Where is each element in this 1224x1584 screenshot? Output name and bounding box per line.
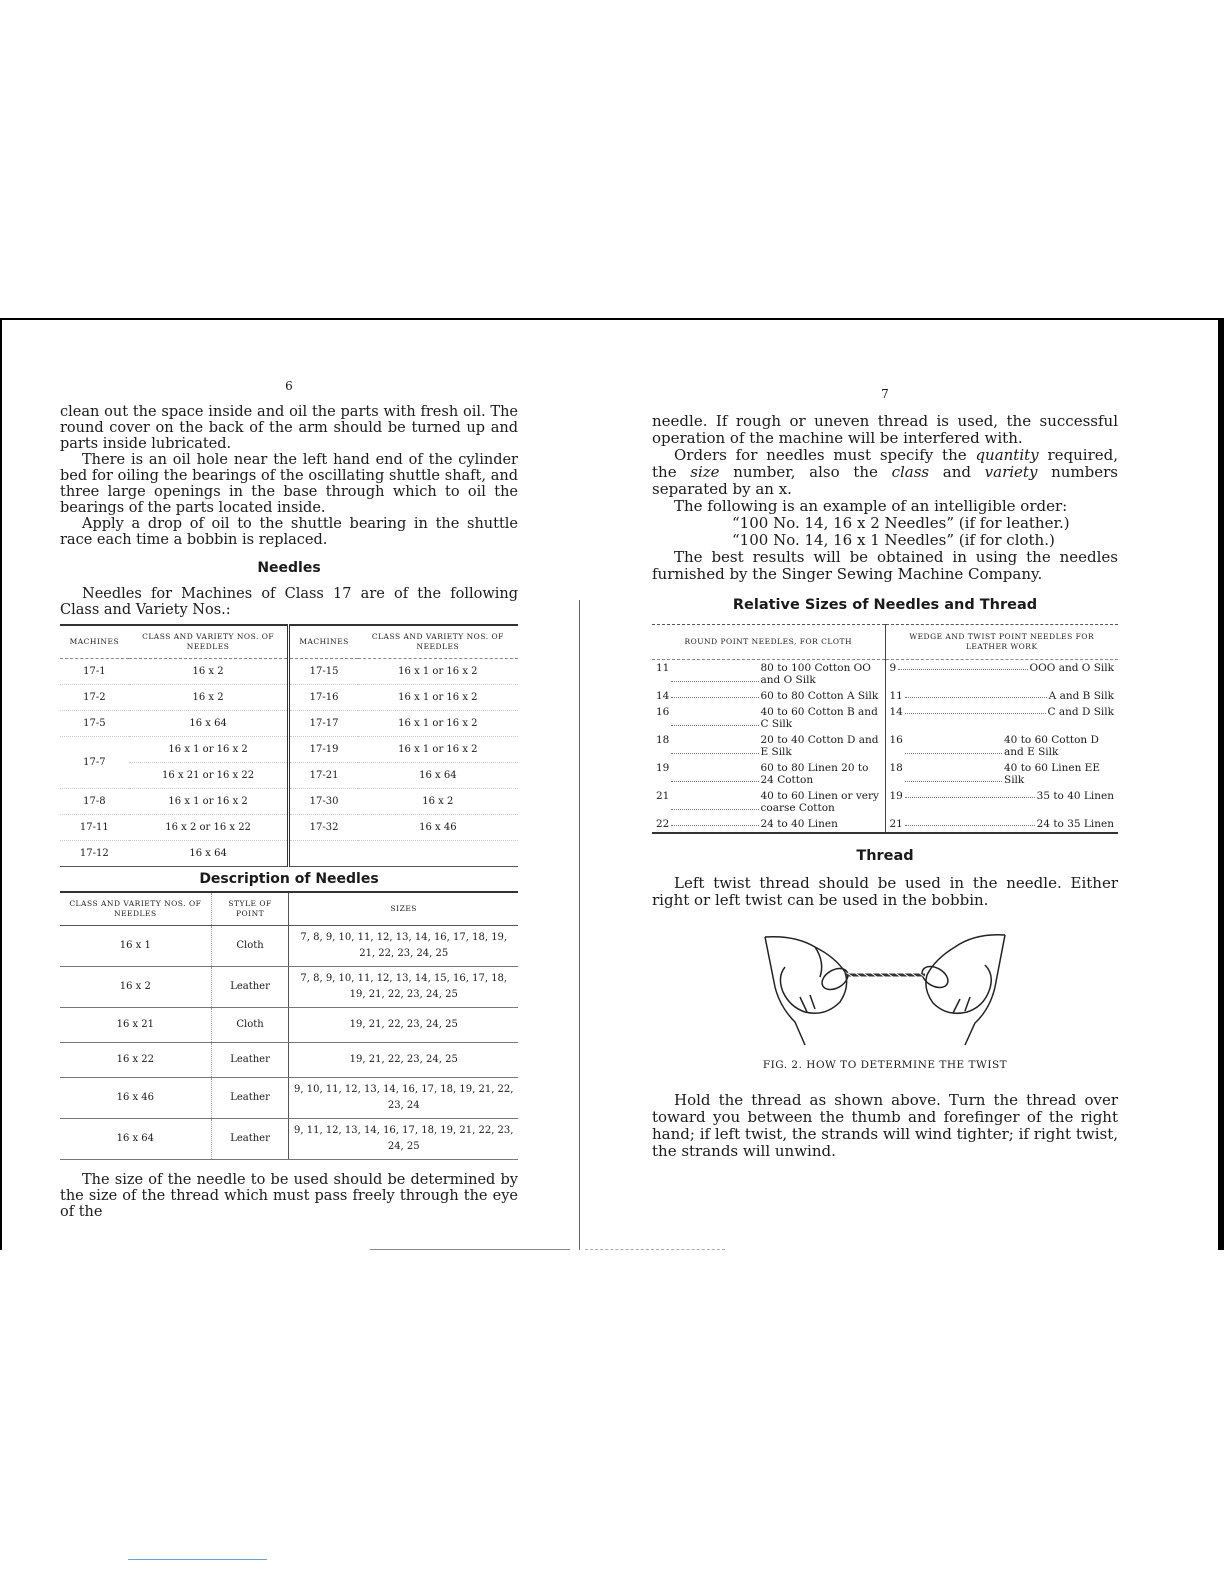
- table-cell: 17-7: [60, 737, 129, 789]
- table-cell: 16 x 1: [60, 926, 211, 967]
- table-row: [652, 732, 1118, 760]
- table-cell: 16 x 22: [60, 1043, 211, 1078]
- desc-header-style: STYLE OF POINT: [211, 892, 289, 926]
- table-cell: [652, 660, 885, 689]
- thread-heading: Thread: [856, 848, 914, 864]
- paragraph-shuttle-bearing: Apply a drop of oil to the shuttle bearing in the shuttle race each time a bobbin is replaced.: [60, 516, 518, 548]
- table-row: [652, 660, 1118, 689]
- table-cell: Leather: [211, 1043, 289, 1078]
- needles-table: [60, 624, 518, 867]
- table-cell: 16 x 64: [129, 841, 289, 867]
- table-cell: [652, 816, 885, 833]
- table-cell: 16 x 1 or 16 x 2: [358, 711, 518, 737]
- table-cell: [289, 841, 358, 867]
- table-cell: 16 x 64: [60, 1119, 211, 1160]
- table-cell: 17-12: [60, 841, 129, 867]
- table-cell: Leather: [211, 1078, 289, 1119]
- table-cell: [652, 788, 885, 816]
- description-heading: Description of Needles: [199, 871, 379, 887]
- table-cell: 9, 10, 11, 12, 13, 14, 16, 17, 18, 19, 21, 22, 23, 24: [289, 1078, 518, 1119]
- table-row: [60, 926, 518, 967]
- thread-size: 60 to 80 Cotton A Silk: [760, 690, 879, 702]
- right-page: [652, 378, 1118, 1160]
- needles-table-header-machines: MACHINES: [289, 625, 358, 659]
- table-cell: 17-16: [289, 685, 358, 711]
- table-cell: 16 x 2: [129, 659, 289, 685]
- relative-sizes-heading: Relative Sizes of Needles and Thread: [732, 597, 1038, 613]
- thread-size: OOO and O Silk: [1029, 662, 1114, 674]
- table-row: [652, 760, 1118, 788]
- table-row: [60, 711, 518, 737]
- paragraph-oil-cover: clean out the space inside and oil the parts with fresh oil. The round cover on the back of the arm should be turned up and parts inside lubricated.: [60, 404, 518, 452]
- figure-caption: FIG. 2. HOW TO DETERMINE THE TWIST: [762, 1059, 1008, 1071]
- scan-border-bottom-right: [585, 1249, 725, 1251]
- table-cell: 16 x 21: [60, 1008, 211, 1043]
- orders-variety: variety: [984, 463, 1038, 481]
- table-cell: [885, 704, 1118, 732]
- table-cell: 16 x 64: [358, 763, 518, 789]
- rel-header-round: ROUND POINT NEEDLES, FOR CLOTH: [652, 625, 885, 660]
- orders-size: size: [690, 463, 720, 481]
- table-cell: 17-15: [289, 659, 358, 685]
- order-example-cloth: “100 No. 14, 16 x 1 Needles” (if for cloth.): [732, 531, 1055, 549]
- table-cell: [885, 732, 1118, 760]
- table-cell: Cloth: [211, 1008, 289, 1043]
- table-row: [60, 967, 518, 1008]
- table-cell: [652, 732, 885, 760]
- table-cell: 16 x 46: [60, 1078, 211, 1119]
- scan-border-right: [1218, 318, 1224, 1250]
- table-cell: 16 x 21 or 16 x 22: [129, 763, 289, 789]
- table-cell: 17-8: [60, 789, 129, 815]
- table-cell: [885, 688, 1118, 704]
- paragraph-rough-thread: needle. If rough or uneven thread is used, the successful operation of the machine will be interfered with.: [652, 412, 1118, 447]
- table-cell: 16 x 2: [358, 789, 518, 815]
- paragraph-oil-hole: There is an oil hole near the left hand end of the cylinder bed for oiling the bearings of the oscillating shuttle shaft, and three large openings in the base through which to oil the bearings of the parts located inside.: [60, 452, 518, 516]
- needle-size: 18: [656, 734, 670, 746]
- table-row: [60, 1008, 518, 1043]
- table-row: [60, 737, 518, 763]
- relative-sizes-table: [652, 624, 1118, 834]
- needles-table-header-class: CLASS AND VARIETY NOS. OF NEEDLES: [129, 625, 289, 659]
- needle-size: 21: [656, 790, 670, 802]
- table-row: [60, 1078, 518, 1119]
- link-underline: [128, 1559, 267, 1560]
- needle-size: 16: [889, 734, 903, 746]
- table-cell: 16 x 64: [129, 711, 289, 737]
- paragraph-orders: [652, 447, 1118, 498]
- table-row: [60, 789, 518, 815]
- description-table: [60, 891, 518, 1160]
- table-cell: [885, 760, 1118, 788]
- thread-size: 60 to 80 Linen 20 to 24 Cotton: [760, 762, 869, 786]
- needle-size: 19: [889, 790, 903, 802]
- table-cell: 17-32: [289, 815, 358, 841]
- scan-border-left: [0, 318, 2, 1250]
- paragraph-needle-size: The size of the needle to be used should be determined by the size of the thread which must pass freely through the eye of the: [60, 1172, 518, 1220]
- thread-size: 40 to 60 Linen or very coarse Cotton: [760, 790, 879, 814]
- table-cell: [885, 788, 1118, 816]
- table-cell: 19, 21, 22, 23, 24, 25: [289, 1043, 518, 1078]
- table-row: [60, 659, 518, 685]
- orders-text: numbers separated by an x.: [652, 463, 1118, 498]
- paragraph-hold-thread: Hold the thread as shown above. Turn the thread over toward you between the thumb and forefinger of the right hand; if left twist, the strands will wind tighter; if right twist, the strands will unwind.: [652, 1091, 1118, 1160]
- desc-header-class: CLASS AND VARIETY NOS. OF NEEDLES: [60, 892, 211, 926]
- thread-size: 24 to 40 Linen: [760, 818, 838, 830]
- orders-class: class: [891, 463, 930, 481]
- needle-size: 18: [889, 762, 903, 774]
- table-row: [60, 1043, 518, 1078]
- table-cell: 16 x 46: [358, 815, 518, 841]
- table-cell: 7, 8, 9, 10, 11, 12, 13, 14, 16, 17, 18, 19, 21, 22, 23, 24, 25: [289, 926, 518, 967]
- table-cell: 19, 21, 22, 23, 24, 25: [289, 1008, 518, 1043]
- table-cell: 7, 8, 9, 10, 11, 12, 13, 14, 15, 16, 17, 18, 19, 21, 22, 23, 24, 25: [289, 967, 518, 1008]
- needle-size: 14: [656, 690, 670, 702]
- table-cell: 17-5: [60, 711, 129, 737]
- scan-border-bottom: [370, 1249, 570, 1250]
- thread-size: A and B Silk: [1048, 690, 1114, 702]
- table-cell: [652, 688, 885, 704]
- thread-size: 80 to 100 Cotton OO and O Silk: [760, 662, 871, 686]
- paragraph-best-results: The best results will be obtained in using the needles furnished by the Singer Sewing Machine Company.: [652, 548, 1118, 583]
- needles-intro: Needles for Machines of Class 17 are of the following Class and Variety Nos.:: [60, 586, 518, 618]
- page-number-left: 6: [285, 379, 293, 393]
- table-cell: 16 x 1 or 16 x 2: [358, 659, 518, 685]
- twist-figure: [652, 927, 1118, 1051]
- table-cell: 17-11: [60, 815, 129, 841]
- table-cell: 16 x 2: [60, 967, 211, 1008]
- thread-size: C and D Silk: [1047, 706, 1114, 718]
- orders-text: required, the: [652, 446, 1118, 481]
- table-row: [60, 841, 518, 867]
- orders-quantity: quantity: [975, 446, 1039, 464]
- rel-header-wedge: WEDGE AND TWIST POINT NEEDLES FOR LEATHER WORK: [885, 625, 1118, 660]
- table-row: [652, 704, 1118, 732]
- table-cell: 16 x 2: [129, 685, 289, 711]
- needle-size: 11: [889, 690, 903, 702]
- page-gutter: [579, 600, 580, 1250]
- table-cell: [652, 704, 885, 732]
- thread-size: 40 to 60 Linen EE Silk: [1004, 762, 1101, 786]
- orders-text: and: [929, 463, 985, 481]
- table-row: [60, 685, 518, 711]
- thread-size: 24 to 35 Linen: [1036, 818, 1114, 830]
- table-cell: [885, 816, 1118, 833]
- table-cell: 16 x 2 or 16 x 22: [129, 815, 289, 841]
- thread-size: 35 to 40 Linen: [1036, 790, 1114, 802]
- needle-size: 21: [889, 818, 903, 830]
- table-row: [652, 788, 1118, 816]
- thread-size: 40 to 60 Cotton B and C Silk: [760, 706, 878, 730]
- needles-table-header-class: CLASS AND VARIETY NOS. OF NEEDLES: [358, 625, 518, 659]
- needles-heading: Needles: [257, 560, 321, 576]
- table-cell: [885, 660, 1118, 689]
- table-cell: [652, 760, 885, 788]
- table-row: [60, 1119, 518, 1160]
- table-cell: 17-1: [60, 659, 129, 685]
- needle-size: 19: [656, 762, 670, 774]
- table-cell: 17-19: [289, 737, 358, 763]
- table-cell: 16 x 1 or 16 x 2: [129, 789, 289, 815]
- table-cell: Cloth: [211, 926, 289, 967]
- thread-size: 20 to 40 Cotton D and E Silk: [760, 734, 879, 758]
- needle-size: 11: [656, 662, 670, 674]
- table-cell: 17-17: [289, 711, 358, 737]
- table-row: [652, 688, 1118, 704]
- table-cell: 17-30: [289, 789, 358, 815]
- table-row: [60, 763, 518, 789]
- paragraph-left-twist: Left twist thread should be used in the needle. Either right or left twist can be used in the bobbin.: [652, 874, 1118, 909]
- needle-size: 16: [656, 706, 670, 718]
- table-row: [60, 815, 518, 841]
- hands-twisting-thread-illustration: [755, 927, 1015, 1047]
- table-cell: 17-21: [289, 763, 358, 789]
- table-cell: Leather: [211, 967, 289, 1008]
- desc-header-sizes: SIZES: [289, 892, 518, 926]
- needle-size: 22: [656, 818, 670, 830]
- table-cell: 16 x 1 or 16 x 2: [358, 685, 518, 711]
- table-cell: 16 x 1 or 16 x 2: [129, 737, 289, 763]
- needles-table-header-machines: MACHINES: [60, 625, 129, 659]
- thread-size: 40 to 60 Cotton D and E Silk: [1004, 734, 1099, 758]
- table-cell: 17-2: [60, 685, 129, 711]
- table-row: [652, 816, 1118, 833]
- orders-text: Orders for needles must specify the: [674, 446, 976, 464]
- table-cell: [358, 841, 518, 867]
- order-example-leather: “100 No. 14, 16 x 2 Needles” (if for leather.): [732, 514, 1070, 532]
- left-page: [60, 378, 518, 1220]
- paragraph-example-order: The following is an example of an intelligible order:: [674, 497, 1068, 515]
- table-cell: Leather: [211, 1119, 289, 1160]
- scan-border-top: [0, 318, 1224, 320]
- orders-text: number, also the: [719, 463, 892, 481]
- needle-size: 9: [889, 662, 897, 674]
- page-number-right: 7: [881, 387, 889, 401]
- table-cell: 9, 11, 12, 13, 14, 16, 17, 18, 19, 21, 22, 23, 24, 25: [289, 1119, 518, 1160]
- needle-size: 14: [889, 706, 903, 718]
- table-cell: 16 x 1 or 16 x 2: [358, 737, 518, 763]
